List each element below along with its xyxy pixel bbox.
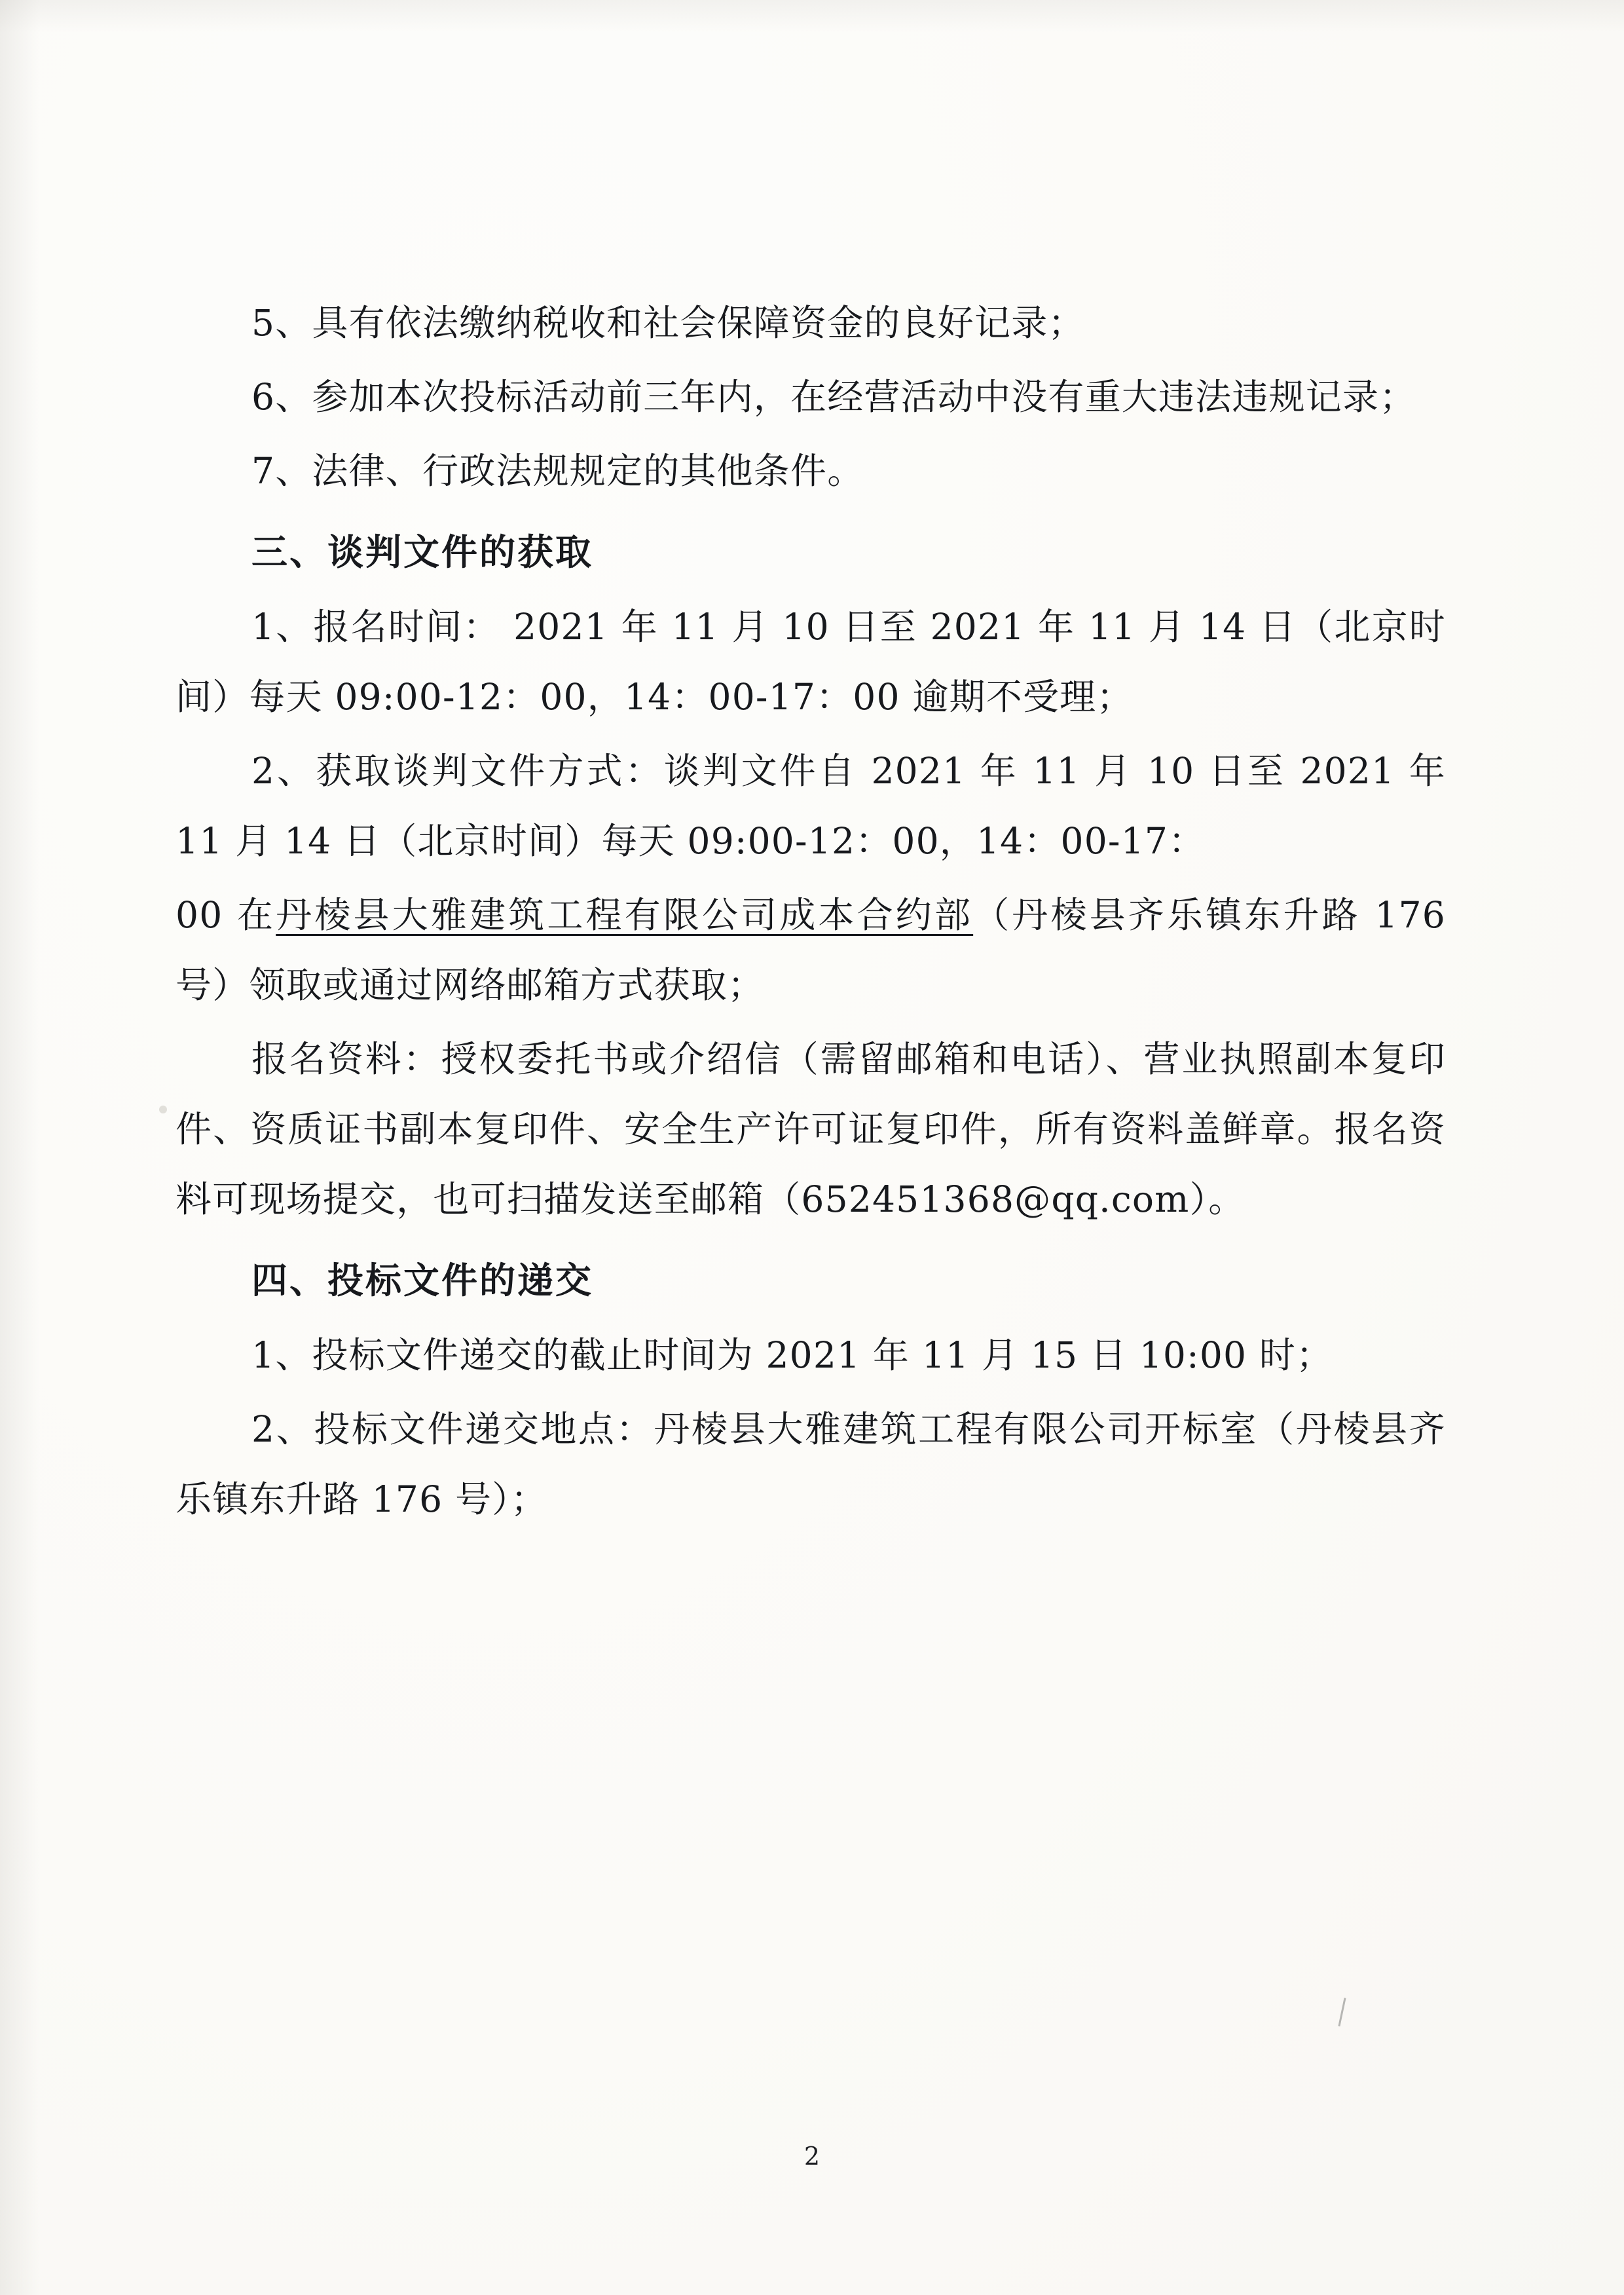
company-department-underlined: 丹棱县大雅建筑工程有限公司成本合约部 [276, 894, 974, 936]
stray-pen-mark [1338, 1998, 1346, 2026]
section-four-item-1: 1、投标文件递交的截止时间为 2021 年 11 月 15 日 10:00 时； [251, 1334, 1333, 1376]
section-three-item-1: 1、报名时间： 2021 年 11 月 10 日至 2021 年 11 月 14 日（北京时间）每天 09:00-12：00，14：00-17：00 逾期不受理； [175, 606, 1446, 718]
registration-materials-paragraph: 报名资料：授权委托书或介绍信（需留邮箱和电话）、营业执照副本复印件、资质证书副本复印件、安全生产许可证复印件，所有资料盖鲜章。报名资料可现场提交，也可扫描发送至邮箱（652451368@qq.com）。 [175, 1038, 1446, 1220]
page-edge-shadow-left [0, 0, 39, 2295]
section-heading-four: 四、投标文件的递交 [251, 1259, 594, 1301]
section-three-item-2-first-part: 2、获取谈判文件方式：谈判文件自 2021 年 11 月 10 日至 2021 年 11 月 14 日（北京时间）每天 09:00-12：00，14：00-17： [175, 750, 1446, 862]
page-edge-shadow-top [0, 0, 1624, 33]
section-three-item-2-second-part [175, 880, 1446, 1020]
list-item-6: 6、参加本次投标活动前三年内，在经营活动中没有重大违法违规记录； [251, 376, 1416, 418]
paper-speck [159, 1106, 167, 1113]
section-four-item-2: 2、投标文件递交地点：丹棱县大雅建筑工程有限公司开标室（丹棱县齐乐镇东升路 176 号）； [175, 1408, 1446, 1520]
list-item-7: 7、法律、行政法规规定的其他条件。 [251, 450, 864, 492]
text-suffix: （丹棱县齐乐镇东升路 176 号）领取或通过网络邮箱方式获取； [175, 894, 1446, 1006]
section-heading-three: 三、谈判文件的获取 [251, 531, 594, 573]
text-prefix: 00 在 [175, 894, 276, 936]
document-body [175, 288, 1446, 1539]
page-number: 2 [803, 2142, 821, 2171]
list-item-5: 5、具有依法缴纳税收和社会保障资金的良好记录； [251, 302, 1085, 344]
